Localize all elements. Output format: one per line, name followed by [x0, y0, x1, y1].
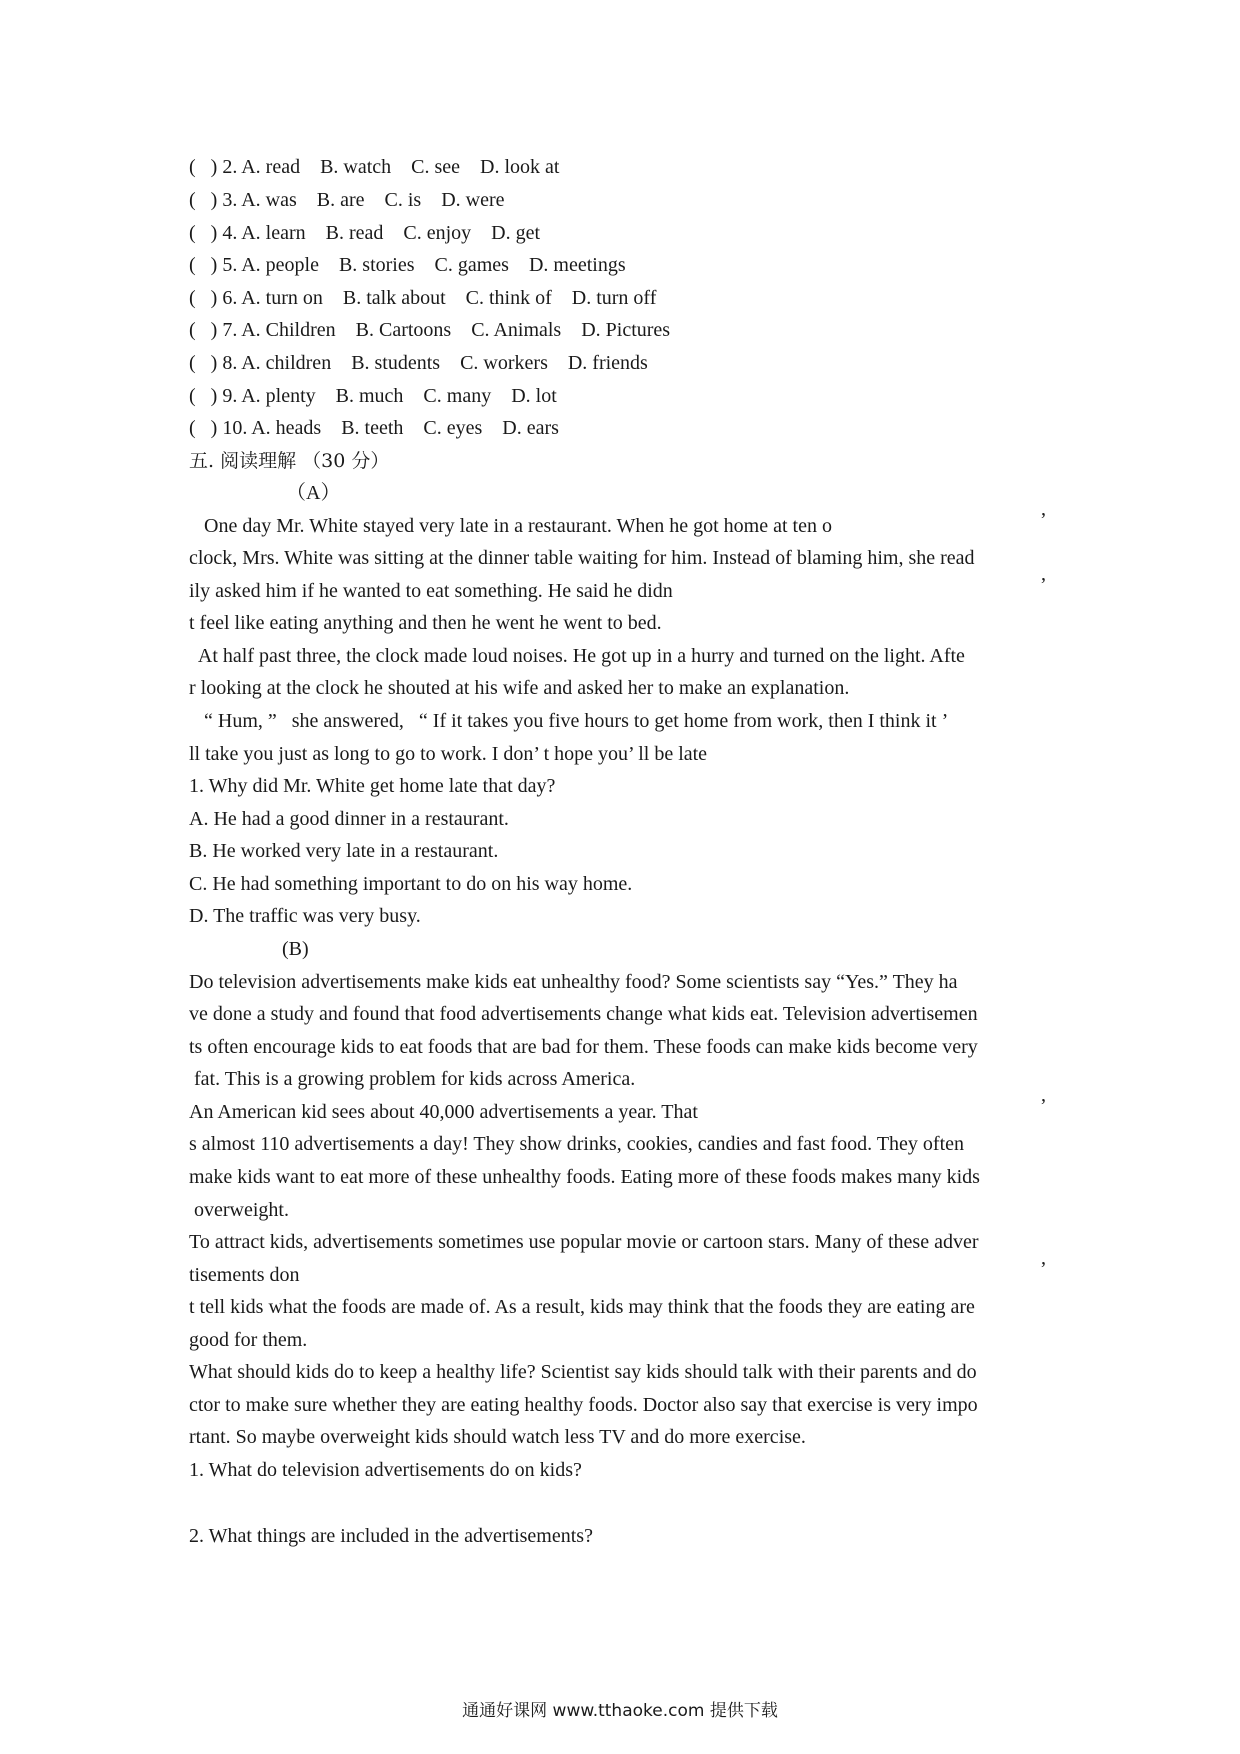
page-footer: 通通好课网 www.tthaoke.com 提供下载: [462, 1701, 778, 1721]
passage-a-line: One day Mr. White stayed very late in a restaurant. When he got home at ten o: [189, 515, 832, 537]
passage-b-line: t tell kids what the foods are made of. As a result, kids may think that the foods they are eating are: [189, 1296, 975, 1318]
passage-b-question-1: 1. What do television advertisements do on kids?: [189, 1459, 582, 1481]
passage-b-line: s almost 110 advertisements a day! They show drinks, cookies, candies and fast food. They often: [189, 1133, 965, 1155]
option-row-3: ( ) 3. A. was B. are C. is D. were: [189, 189, 505, 211]
passage-a-line: “ Hum, ” she answered, “ If it takes you five hours to get home from work, then I think it ’: [189, 710, 949, 732]
passage-b-line: tisements don: [189, 1264, 300, 1286]
passage-b-line: What should kids do to keep a healthy life? Scientist say kids should talk with their parents and do: [189, 1361, 977, 1383]
passage-b-line: Do television advertisements make kids eat unhealthy food? Some scientists say “Yes.” They ha: [189, 971, 958, 993]
passage-a-line: r looking at the clock he shouted at his wife and asked her to make an explanation.: [189, 677, 850, 699]
passage-a-label: （A）: [286, 482, 341, 504]
passage-b-line: overweight.: [189, 1199, 289, 1221]
passage-b-question-2: 2. What things are included in the advertisements?: [189, 1525, 593, 1547]
passage-a-line: At half past three, the clock made loud noises. He got up in a hurry and turned on the light. Afte: [189, 645, 965, 667]
option-row-8: ( ) 8. A. children B. students C. workers D. friends: [189, 352, 648, 374]
option-row-7: ( ) 7. A. Children B. Cartoons C. Animals D. Pictures: [189, 319, 671, 341]
apostrophe-mark: ’: [1040, 509, 1047, 531]
option-row-6: ( ) 6. A. turn on B. talk about C. think of D. turn off: [189, 287, 657, 309]
passage-a-line: t feel like eating anything and then he went he went to bed.: [189, 612, 662, 634]
passage-a-question: 1. Why did Mr. White get home late that day?: [189, 775, 556, 797]
option-row-2: ( ) 2. A. read B. watch C. see D. look at: [189, 156, 560, 178]
section-title: 五. 阅读理解 （30 分）: [189, 450, 390, 472]
passage-b-line: fat. This is a growing problem for kids across America.: [189, 1068, 636, 1090]
passage-b-label: (B): [282, 938, 309, 960]
option-row-10: ( ) 10. A. heads B. teeth C. eyes D. ears: [189, 417, 559, 439]
passage-b-line: To attract kids, advertisements sometimes use popular movie or cartoon stars. Many of these adver: [189, 1231, 979, 1253]
passage-b-line: ctor to make sure whether they are eating healthy foods. Doctor also say that exercise is very impo: [189, 1394, 978, 1416]
passage-b-line: make kids want to eat more of these unhealthy foods. Eating more of these foods makes many kids: [189, 1166, 980, 1188]
passage-a-choice-a: A. He had a good dinner in a restaurant.: [189, 808, 509, 830]
passage-a-line: ll take you just as long to go to work. I don’ t hope you’ ll be late: [189, 743, 708, 765]
passage-a-choice-d: D. The traffic was very busy.: [189, 905, 421, 927]
option-row-5: ( ) 5. A. people B. stories C. games D. meetings: [189, 254, 626, 276]
passage-b-line: good for them.: [189, 1329, 308, 1351]
option-row-9: ( ) 9. A. plenty B. much C. many D. lot: [189, 385, 557, 407]
passage-a-choice-c: C. He had something important to do on his way home.: [189, 873, 633, 895]
passage-b-line: ve done a study and found that food advertisements change what kids eat. Television advertisemen: [189, 1003, 978, 1025]
passage-a-choice-b: B. He worked very late in a restaurant.: [189, 840, 499, 862]
passage-b-line: An American kid sees about 40,000 advertisements a year. That: [189, 1101, 698, 1123]
option-row-4: ( ) 4. A. learn B. read C. enjoy D. get: [189, 222, 541, 244]
passage-a-line: ily asked him if he wanted to eat something. He said he didn: [189, 580, 673, 602]
passage-b-line: ts often encourage kids to eat foods that are bad for them. These foods can make kids become very: [189, 1036, 978, 1058]
apostrophe-mark: ’: [1040, 574, 1047, 596]
passage-b-line: rtant. So maybe overweight kids should watch less TV and do more exercise.: [189, 1426, 806, 1448]
apostrophe-mark: ’: [1040, 1258, 1047, 1280]
passage-a-line: clock, Mrs. White was sitting at the dinner table waiting for him. Instead of blaming him, she read: [189, 547, 975, 569]
apostrophe-mark: ’: [1040, 1095, 1047, 1117]
